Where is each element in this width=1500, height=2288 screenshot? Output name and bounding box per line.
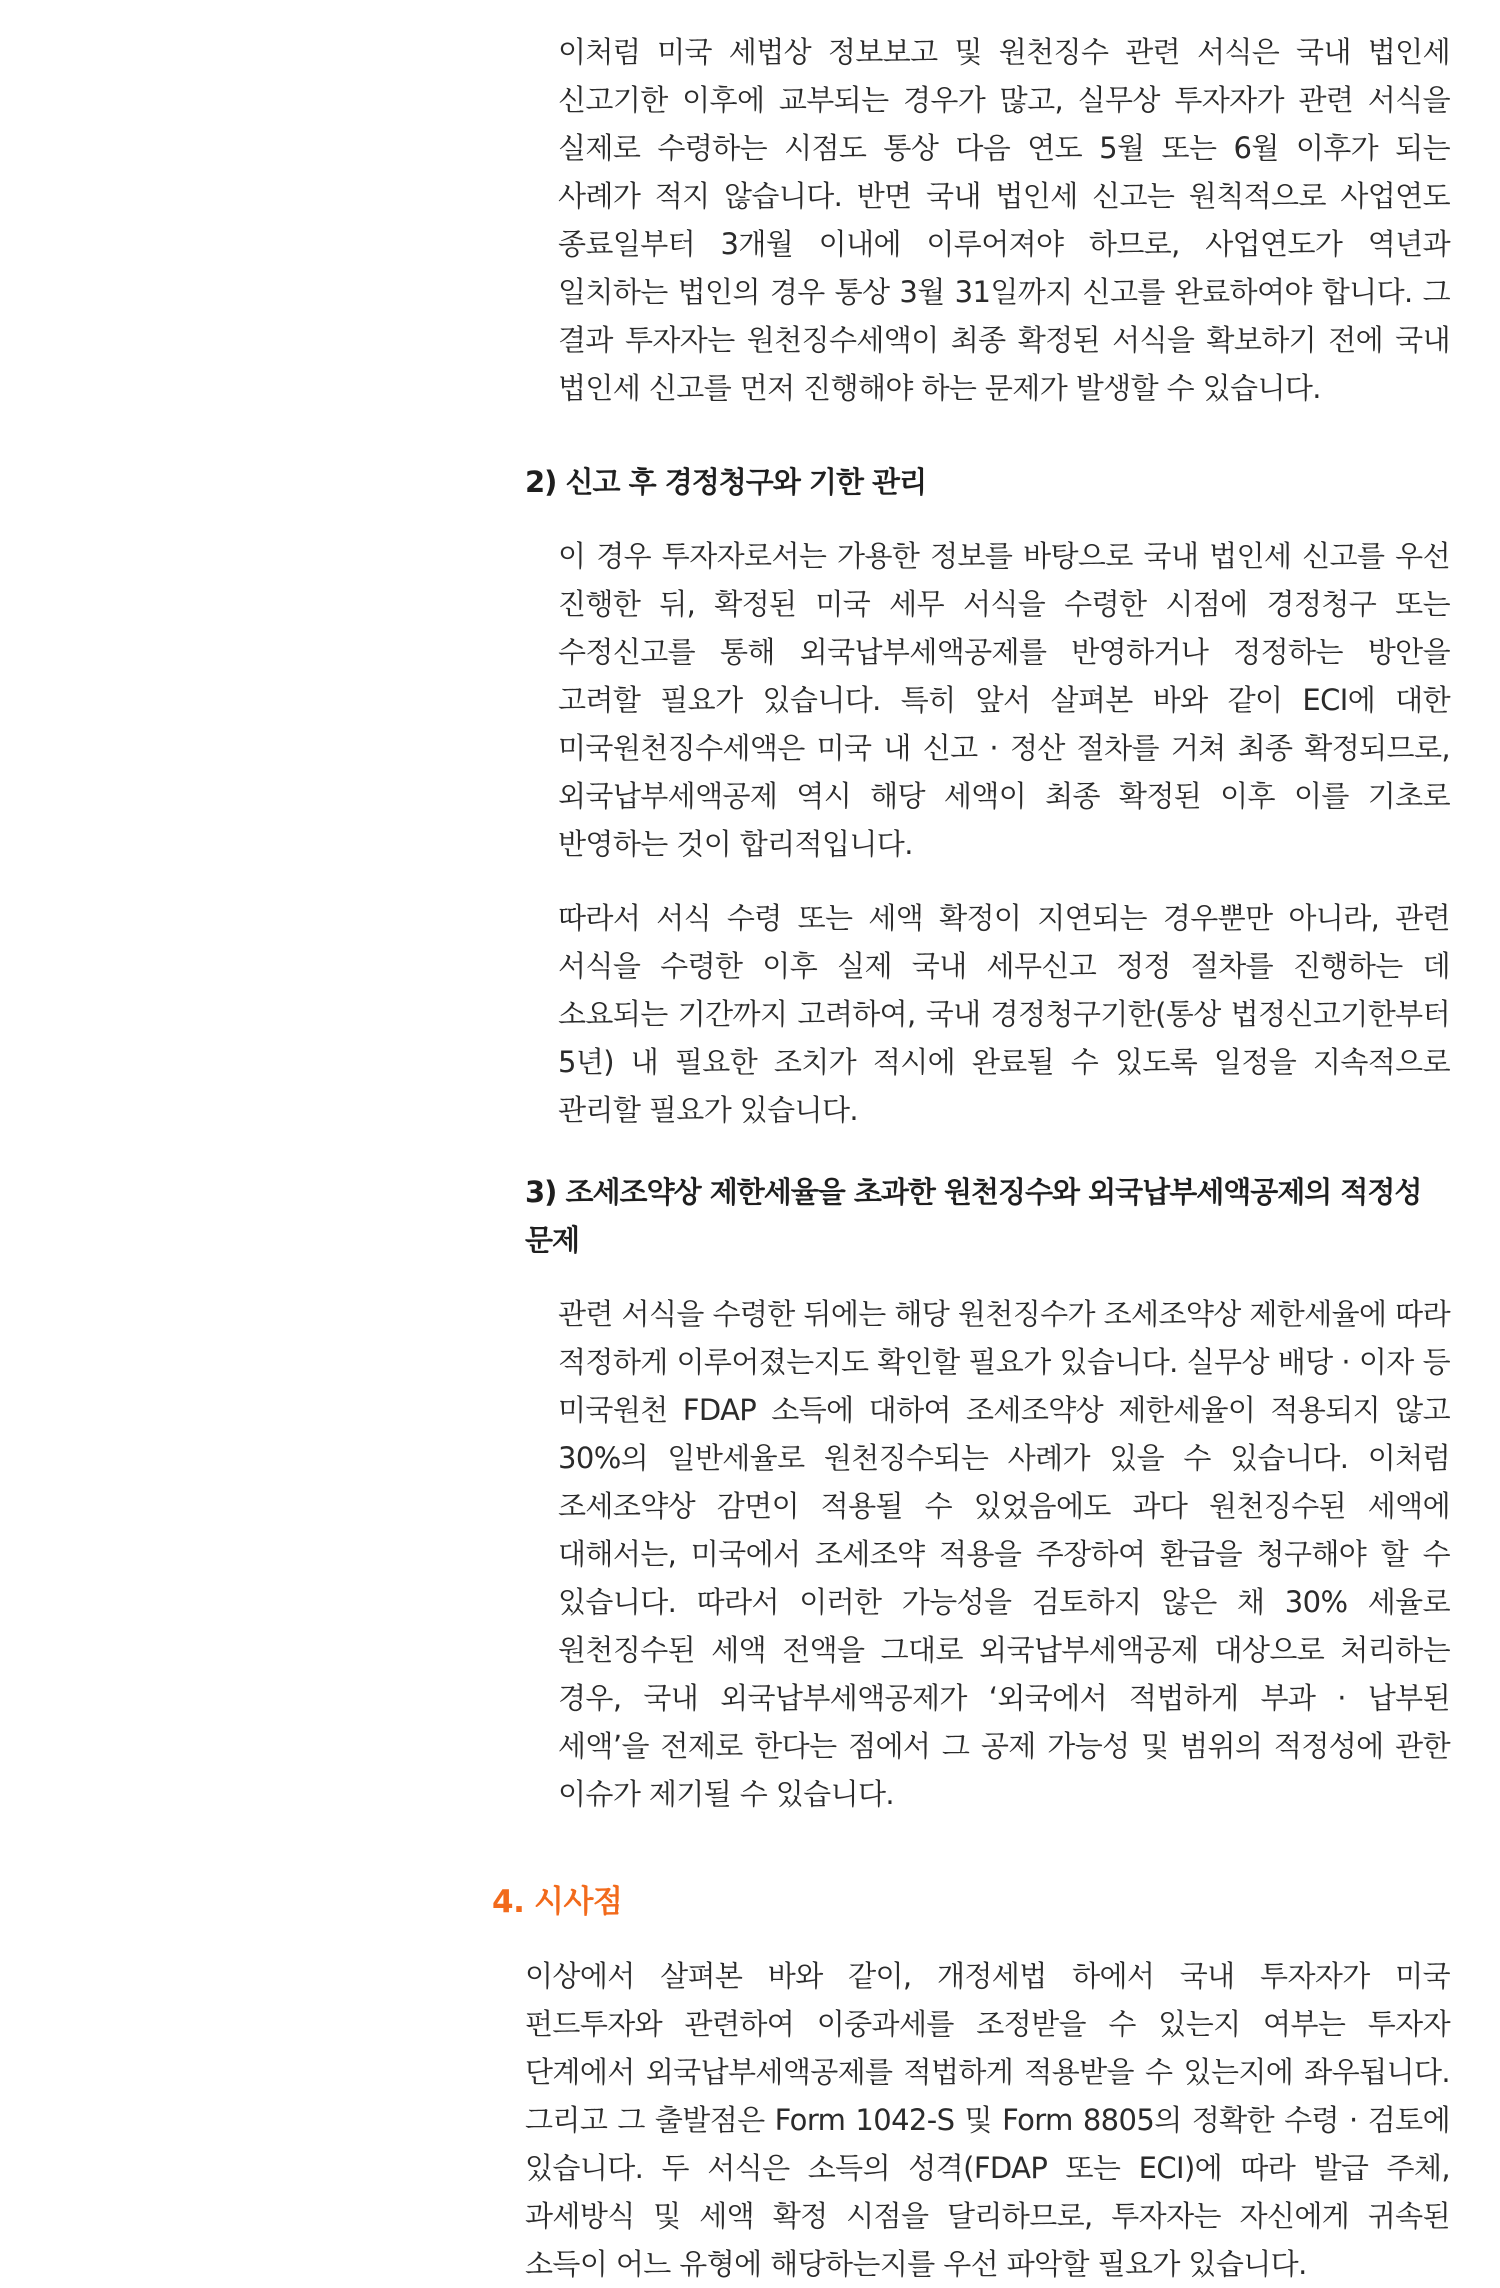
subsection-2-heading: 2) 신고 후 경정청구와 기한 관리 [525, 465, 927, 499]
intro-paragraph: 이처럼 미국 세법상 정보보고 및 원천징수 관련 서식은 국내 법인세 신고기한 이후에 교부되는 경우가 많고, 실무상 투자자가 관련 서식을 실제로 수령하는 시점도 통상 다음 연도 5월 또는 6월 이후가 되는 사례가 적지 않습니다. 반면 국내 법인세 신고는 원칙적으로 사업연도 종료일부터 3개월 이내에 이루어져야 하므로, 사업연도가 역년과 일치하는 법인의 경우 통상 3월 31일까지 신고를 완료하여야 합니다. 그 결과 투자자는 원천징수세액이 최종 확정된 서식을 확보하기 전에 국내 법인세 신고를 먼저 진행해야 하는 문제가 발생할 수 있습니다. [558, 35, 1450, 405]
subsection-3-paragraph: 관련 서식을 수령한 뒤에는 해당 원천징수가 조세조약상 제한세율에 따라 적정하게 이루어졌는지도 확인할 필요가 있습니다. 실무상 배당 · 이자 등 미국원천 FDAP 소득에 대하여 조세조약상 제한세율이 적용되지 않고 30%의 일반세율로 원천징수되는 사례가 있을 수 있습니다. 이처럼 조세조약상 감면이 적용될 수 있었음에도 과다 원천징수된 세액에 대해서는, 미국에서 조세조약 적용을 주장하여 환급을 청구해야 할 수 있습니다. 따라서 이러한 가능성을 검토하지 않은 채 30% 세율로 원천징수된 세액 전액을 그대로 외국납부세액공제 대상으로 처리하는 경우, 국내 외국납부세액공제가 ‘외국에서 적법하게 부과 · 납부된 세액’을 전제로 한다는 점에서 그 공제 가능성 및 범위의 적정성에 관한 이슈가 제기될 수 있습니다. [558, 1297, 1450, 1811]
subsection-2-paragraph-1: 이 경우 투자자로서는 가용한 정보를 바탕으로 국내 법인세 신고를 우선 진행한 뒤, 확정된 미국 세무 서식을 수령한 시점에 경정청구 또는 수정신고를 통해 외국납부세액공제를 반영하거나 정정하는 방안을 고려할 필요가 있습니다. 특히 앞서 살펴본 바와 같이 ECI에 대한 미국원천징수세액은 미국 내 신고 · 정산 절차를 거쳐 최종 확정되므로, 외국납부세액공제 역시 해당 세액이 최종 확정된 이후 이를 기초로 반영하는 것이 합리적입니다. [558, 539, 1450, 861]
section-4-title: 시사점 [534, 1884, 623, 1920]
subsection-3-heading: 3) 조세조약상 제한세율을 초과한 원천징수와 외국납부세액공제의 적정성 문제 [525, 1175, 1422, 1257]
section-4-paragraph: 이상에서 살펴본 바와 같이, 개정세법 하에서 국내 투자자가 미국 펀드투자와 관련하여 이중과세를 조정받을 수 있는지 여부는 투자자 단계에서 외국납부세액공제를 적법하게 적용받을 수 있는지에 좌우됩니다. 그리고 그 출발점은 Form 1042-S 및 Form 8805의 정확한 수령 · 검토에 있습니다. 두 서식은 소득의 성격(FDAP 또는 ECI)에 따라 발급 주체, 과세방식 및 세액 확정 시점을 달리하므로, 투자자는 자신에게 귀속된 소득이 어느 유형에 해당하는지를 우선 파악할 필요가 있습니다. [525, 1959, 1450, 2281]
subsection-2-paragraph-2: 따라서 서식 수령 또는 세액 확정이 지연되는 경우뿐만 아니라, 관련 서식을 수령한 이후 실제 국내 세무신고 정정 절차를 진행하는 데 소요되는 기간까지 고려하여, 국내 경정청구기한(통상 법정신고기한부터 5년) 내 필요한 조치가 적시에 완료될 수 있도록 일정을 지속적으로 관리할 필요가 있습니다. [558, 901, 1450, 1127]
article-body [492, 28, 1450, 2288]
section-4-heading [492, 1878, 1450, 1926]
section-4-number: 4. [492, 1884, 525, 1920]
